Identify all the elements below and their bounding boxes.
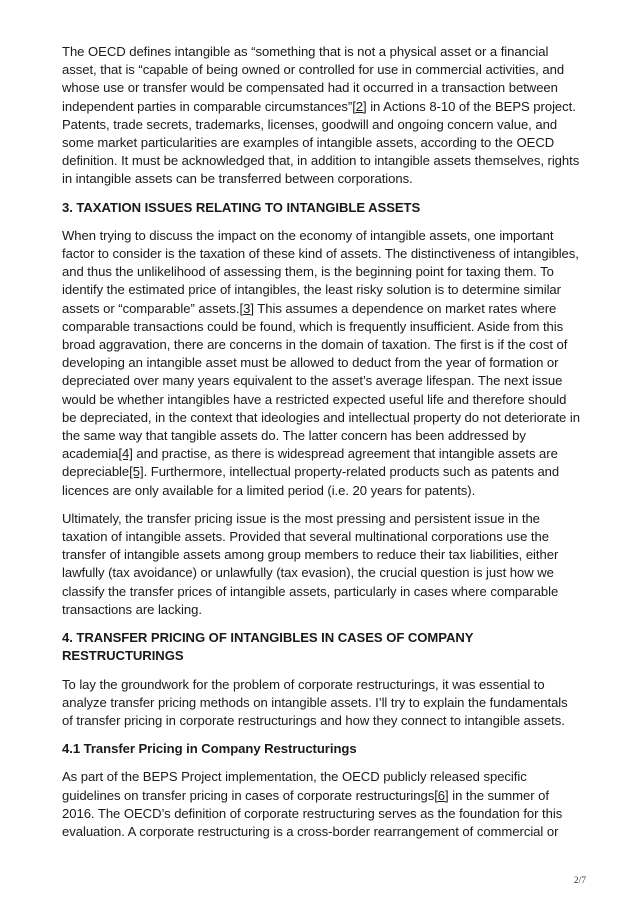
section-heading-4: 4. TRANSFER PRICING OF INTANGIBLES IN CASES OF COMPANY RESTRUCTURINGS (62, 630, 474, 664)
footnote-ref-2[interactable]: [2] (352, 98, 367, 114)
page-number: 2/7 (573, 876, 586, 886)
footnote-ref-5[interactable]: [5] (129, 464, 144, 480)
paragraph-intangible-definition (62, 43, 582, 189)
text: in the summer of 2016. The OECD’s definition of corporate restructuring serves as the foundation for this evaluation. A corporate restructuring is a cross-border rearrangement of commercial or (62, 787, 563, 839)
text: This assumes a dependence on market rates where comparable transactions could be found, which is frequently insufficient. Aside from this broad aggravation, there are concerns in the domain of taxation. The first is if the cost of developing an intangible asset must be allowed to deduct from the year of formation or depreciated over many years equivalent to the asset’s average lifespan. The next issue would be whether intangibles have a restricted expected useful life and therefore should be depreciated, in the context that ideologies and intellectual property do not deteriorate in the same way that tangible assets do. The latter concern has been addressed by academia (62, 300, 580, 462)
section-heading-3: 3. TAXATION ISSUES RELATING TO INTANGIBLE ASSETS (62, 199, 421, 215)
text: The OECD defines intangible as “something that is not a physical asset or a financial asset, that is “capable of being owned or controlled for use in commercial activities, and whose use or transfer would be compensated had it occurred in a transaction between independent parties in comparable circumstances” (62, 44, 565, 114)
page-content (62, 43, 582, 851)
paragraph-taxation-issues (62, 227, 582, 500)
footnote-ref-6[interactable]: [6] (434, 787, 449, 803)
paragraph-transfer-pricing-issue: Ultimately, the transfer pricing issue is the most pressing and persistent issue in the taxation of intangible assets. Provided that several multinational corporations use the transfer of intangible assets among group members to reduce their tax liabilities, either lawfully (tax avoidance) or unlawfully (tax evasion), the crucial question is just how we classify the transfer prices of intangible assets, particularly in cases where comparable transactions are lacking. (62, 510, 559, 617)
paragraph-beps-implementation (62, 768, 582, 841)
paragraph-groundwork: To lay the groundwork for the problem of corporate restructurings, it was essential to analyze transfer pricing methods on intangible assets. I’ll try to explain the fundamentals of transfer pricing in corporate restructurings and how they connect to intangible assets. (62, 676, 568, 728)
text: As part of the BEPS Project implementation, the OECD publicly released specific guidelines on transfer pricing in cases of corporate restructurings (62, 769, 527, 803)
text: When trying to discuss the impact on the economy of intangible assets, one important factor to consider is the taxation of these kind of assets. The distinctiveness of intangibles, and thus the unlikelihood of assessing them, is the beginning point for taxing them. To identify the estimated price of intangibles, the least risky solution is to determine similar assets or “comparable” assets. (62, 227, 579, 316)
text: and practise, as there is widespread agreement that intangible assets are depreciable (62, 446, 558, 480)
footnote-ref-3[interactable]: [3] (239, 300, 254, 316)
subsection-heading-4-1: 4.1 Transfer Pricing in Company Restructurings (62, 741, 357, 757)
footnote-ref-4[interactable]: [4] (118, 446, 133, 462)
text: . Furthermore, intellectual property-related products such as patents and licences are only available for a limited period (i.e. 20 years for patents). (62, 464, 560, 498)
text: in Actions 8-10 of the BEPS project. Patents, trade secrets, trademarks, licenses, goodwill and ongoing concern value, and some market particularities are examples of intangible assets, according to the OECD definition. It must be acknowledged that, in addition to intangible assets themselves, rights in intangible assets can be transferred between corporations. (62, 98, 580, 187)
